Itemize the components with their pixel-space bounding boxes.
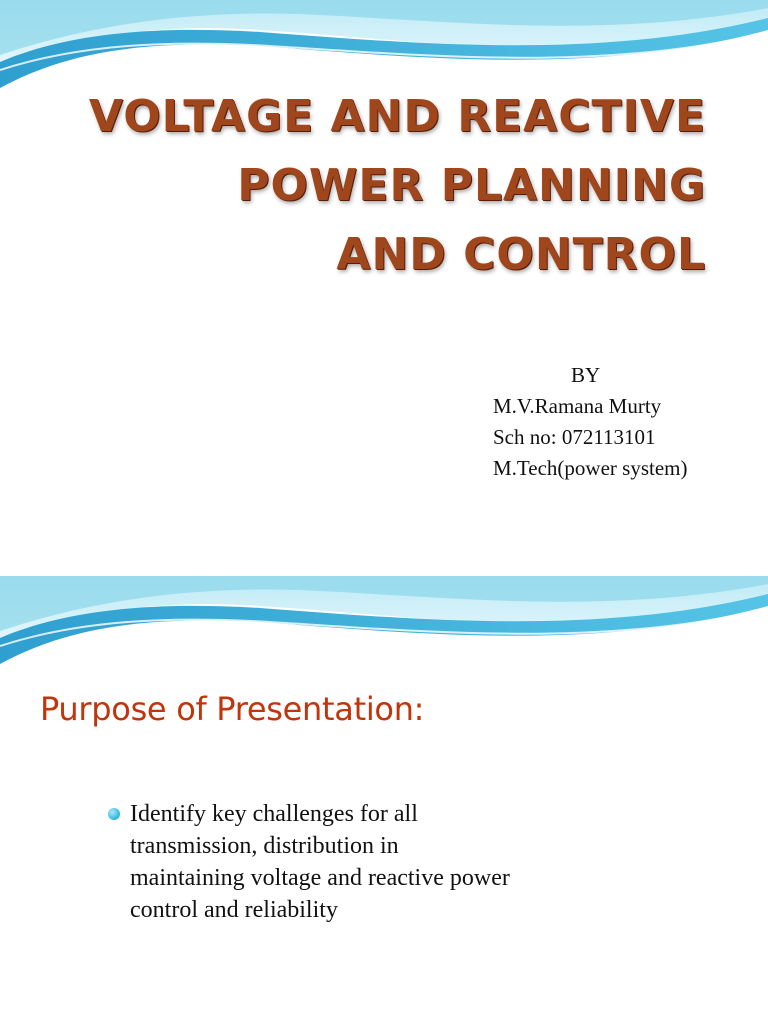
slide-title-text (89, 82, 706, 289)
slide-gap (0, 512, 768, 576)
bullet-item (108, 798, 668, 926)
bullet-line-2: transmission, distribution in (130, 833, 399, 859)
bullet-line-3: maintaining voltage and reactive power (130, 865, 510, 891)
slide-heading: Purpose of Presentation: (40, 690, 425, 728)
title-line-3: AND CONTROL (336, 229, 706, 280)
slide-purpose (0, 576, 768, 1024)
by-label: BY (571, 363, 601, 387)
title-line-1: VOLTAGE AND REACTIVE (88, 91, 706, 142)
wave-header-decoration (0, 576, 768, 696)
bullet-line-4: control and reliability (130, 897, 338, 923)
bullet-list (108, 798, 668, 926)
bullet-line-1: Identify key challenges for all (130, 801, 418, 827)
author-name: M.V.Ramana Murty (493, 394, 662, 418)
bullet-dot-icon (108, 808, 120, 820)
author-block (493, 360, 687, 484)
degree: M.Tech(power system) (493, 456, 688, 480)
title-line-2: POWER PLANNING (237, 160, 706, 211)
scholar-number: Sch no: 072113101 (493, 425, 656, 449)
